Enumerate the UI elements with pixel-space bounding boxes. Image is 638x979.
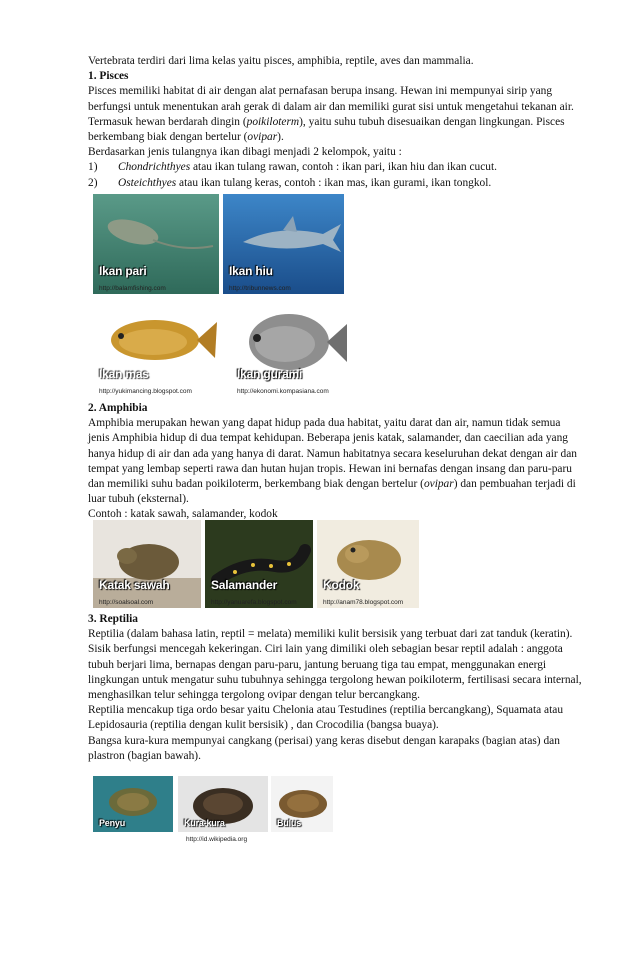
caption-bulus: Bulus: [277, 818, 302, 828]
reptilia-para1: Reptilia (dalam bahasa latin, reptil = melata) memiliki kulit bersisik yang terbuat dari zat tanduk (keratin). Sisik berfungsi mencegah kekeringan. Ciri lain yang dimiliki oleh sebagian besar reptil adalah : anggota tubuh berjari lima, bernapas dengan paru-paru, jantung beruang tiga tau empat, menggunakan energi lingkungan untuk mengatur suhu tubuhnya sehingga tergolong hewan poikiloterm, fertilisasi secara internal, menghasilkan telur sehingga tergolong ovipar dengan telur bercangkang.: [88, 628, 582, 702]
url-kodok: http://anam78.blogspot.com: [323, 599, 404, 606]
caption-kodok: Kodok: [323, 578, 360, 592]
photo-penyu: [93, 776, 173, 832]
amphibia-text-block: [88, 401, 583, 523]
caption-ikan-mas: Ikan mas: [99, 367, 149, 381]
reptilia-para3: Bangsa kura-kura mempunyai cangkang (perisai) yang keras disebut dengan karapaks (bagian atas) dan plastron (bagian bawah).: [88, 734, 560, 762]
caption-kura-kura: Kura-kura: [184, 818, 225, 828]
pisces-para1: Pisces memiliki habitat di air dengan alat pernafasan berupa insang. Hewan ini mempunyai sirip yang berfungsi untuk menentukan arah gerak di dalam air dan memiliki gurat sisi untuk mengetahui tekanan air. Termasuk hewan berdarah dingin (poikiloterm), yaitu suhu tubuh disesuaikan dengan lingkungan. Pisces berkembang biak dengan bertelur (ovipar).: [88, 85, 574, 144]
caption-salamander: Salamander: [211, 578, 278, 592]
photo-kura-kura: [178, 776, 268, 832]
photo-ikan-hiu: [223, 194, 344, 294]
reptilia-heading: 3. Reptilia: [88, 613, 138, 625]
photo-salamander: [205, 520, 313, 608]
amphibia-heading: 2. Amphibia: [88, 402, 148, 414]
reptilia-text-block: [88, 612, 583, 764]
caption-ikan-hiu: Ikan hiu: [229, 264, 273, 278]
caption-ikan-pari: Ikan pari: [99, 264, 147, 278]
pisces-item-2: 2) Osteichthyes atau ikan tulang keras, contoh : ikan mas, ikan gurami, ikan tongkol.: [88, 176, 492, 189]
photo-bulus: [271, 776, 333, 832]
photo-katak-sawah: [93, 520, 201, 608]
url-salamander: http://yanuarefa.blogspot.com: [211, 599, 297, 606]
caption-katak-sawah: Katak sawah: [99, 578, 170, 592]
photo-kodok: [317, 520, 419, 608]
url-ikan-mas: http://yukimancing.blogspot.com: [99, 388, 192, 395]
amphibia-example: Contoh : katak sawah, salamander, kodok: [88, 508, 278, 521]
photo-ikan-gurami: [231, 300, 349, 397]
url-reptilia-photos: http://id.wikipedia.org: [186, 836, 248, 843]
pisces-para2: Berdasarkan jenis tulangnya ikan dibagi menjadi 2 kelompok, yaitu :: [88, 146, 402, 159]
pisces-item-1: 1) Chondrichthyes atau ikan tulang rawan, contoh : ikan pari, ikan hiu dan ikan cucut.: [88, 161, 497, 174]
caption-penyu: Penyu: [99, 818, 126, 828]
pisces-text-block: [88, 54, 583, 191]
url-ikan-pari: http://balamfishing.com: [99, 285, 166, 292]
url-ikan-gurami: http://ekonomi.kompasiana.com: [237, 388, 329, 395]
photo-ikan-pari: [93, 194, 219, 294]
amphibia-para1: Amphibia merupakan hewan yang dapat hidup pada dua habitat, yaitu darat dan air, namun tidak semua jenis Amphibia hidup di dua tempat kehidupan. Beberapa jenis katak, salamander, dan caecilian ada yang hanya hidup di air dan ada yang hanya di darat. Namun habitatnya secara keseluruhan dekat dengan air dan tempat yang lembap seperti rawa dan hutan hujan tropis. Hewan ini bernafas dengan insang dan paru-paru dan memiliki suhu badan poikiloterm, berkembang biak dengan bertelur (ovipar) dan pembuahan terjadi di luar tubuh (eksternal).: [88, 417, 577, 506]
intro-text: Vertebrata terdiri dari lima kelas yaitu pisces, amphibia, reptile, aves dan mammalia.: [88, 55, 474, 67]
pisces-heading: 1. Pisces: [88, 70, 129, 83]
reptilia-para2: Reptilia mencakup tiga ordo besar yaitu Chelonia atau Testudines (reptilia bercangkang), Squamata atau Lepidosauria (reptilia dengan kulit bersisik) , dan Crocodilia (bangsa buaya).: [88, 704, 564, 732]
photo-ikan-mas: [93, 300, 221, 397]
caption-ikan-gurami: Ikan gurami: [237, 367, 303, 381]
url-katak-sawah: http://soalsoal.com: [99, 599, 154, 606]
url-ikan-hiu: http://tribunnews.com: [229, 285, 291, 292]
